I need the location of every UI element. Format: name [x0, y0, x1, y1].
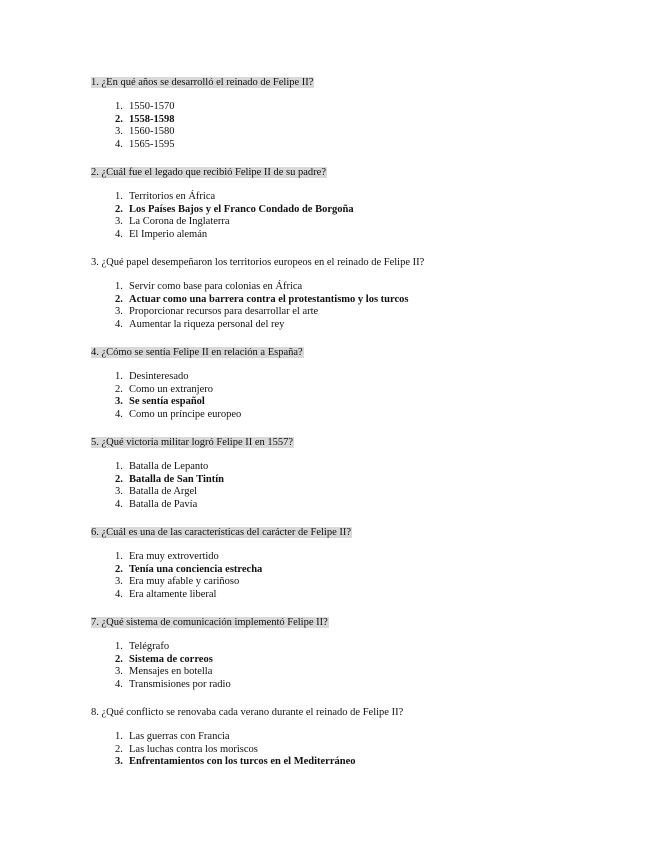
answer-option-correct: 2. Actuar como una barrera contra el protestantismo y los turcos: [115, 293, 409, 305]
answer-option: 4. El Imperio alemán: [115, 229, 208, 241]
question-text: 3. ¿Qué papel desempeñaron los territorios europeos en el reinado de Felipe II?: [91, 257, 425, 268]
question-block-5: [91, 436, 571, 512]
answer-list: [91, 371, 571, 422]
answer-option: 2. Como un extranjero: [115, 383, 213, 395]
answer-option: 4. Era altamente liberal: [115, 589, 217, 601]
question-block-2: [91, 166, 571, 242]
answer-option-correct: 2. 1558-1598: [115, 113, 175, 125]
answer-list: [91, 461, 571, 512]
answer-list: [91, 641, 571, 692]
answer-option: 1. Desinteresado: [115, 371, 189, 382]
answer-option: 3. La Corona de Inglaterra: [115, 216, 230, 228]
answer-option-correct: 2. Tenía una conciencia estrecha: [115, 563, 263, 575]
answer-list: [91, 191, 571, 242]
answer-list: [91, 281, 571, 332]
answer-option: 1. Era muy extrovertido: [115, 551, 219, 562]
answer-option: 3. 1560-1580: [115, 126, 175, 138]
answer-option: 2. Las luchas contra los moriscos: [115, 743, 258, 755]
answer-option-correct: 3. Se sentía español: [115, 396, 205, 408]
question-text: 8. ¿Qué conflicto se renovaba cada verano durante el reinado de Felipe II?: [91, 707, 404, 718]
answer-list: [91, 551, 571, 602]
answer-option: 4. Transmisiones por radio: [115, 679, 231, 691]
answer-option: 3. Batalla de Argel: [115, 486, 198, 498]
answer-option: 1. Batalla de Lepanto: [115, 461, 209, 472]
question-block-1: [91, 76, 571, 152]
question-text: 5. ¿Qué victoria militar logró Felipe II en 1557?: [91, 437, 294, 448]
answer-option-correct: 3. Enfrentamientos con los turcos en el Mediterráneo: [115, 756, 356, 768]
answer-option: 4. Aumentar la riqueza personal del rey: [115, 319, 285, 331]
question-block-7: [91, 616, 571, 692]
answer-option: 3. Era muy afable y cariñoso: [115, 576, 240, 588]
question-text: 7. ¿Qué sistema de comunicación implementó Felipe II?: [91, 617, 328, 628]
answer-option: 3. Proporcionar recursos para desarrollar el arte: [115, 306, 319, 318]
answer-option: 4. Como un príncipe europeo: [115, 409, 242, 421]
answer-option: 1. Territorios en África: [115, 191, 216, 202]
answer-option: 4. 1565-1595: [115, 139, 175, 151]
answer-list: [91, 731, 571, 769]
answer-option-correct: 2. Batalla de San Tintín: [115, 473, 225, 485]
answer-list: [91, 101, 571, 152]
question-block-8: [91, 706, 571, 769]
answer-option: 1. Telégrafo: [115, 641, 170, 652]
question-text: 4. ¿Cómo se sentía Felipe II en relación a España?: [91, 347, 303, 358]
answer-option: 1. 1550-1570: [115, 101, 175, 112]
answer-option: 3. Mensajes en botella: [115, 666, 213, 678]
answer-option-correct: 2. Los Países Bajos y el Franco Condado de Borgoña: [115, 203, 354, 215]
question-block-6: [91, 526, 571, 602]
question-text: 1. ¿En qué años se desarrolló el reinado de Felipe II?: [91, 77, 314, 88]
answer-option: 4. Batalla de Pavía: [115, 499, 198, 511]
answer-option: 1. Servir como base para colonias en África: [115, 281, 303, 292]
answer-option: 1. Las guerras con Francia: [115, 731, 230, 742]
question-text: 2. ¿Cuál fue el legado que recibió Felipe II de su padre?: [91, 167, 326, 178]
question-block-4: [91, 346, 571, 422]
question-block-3: [91, 256, 571, 332]
question-text: 6. ¿Cuál es una de las características del carácter de Felipe II?: [91, 527, 352, 538]
answer-option-correct: 2. Sistema de correos: [115, 653, 213, 665]
